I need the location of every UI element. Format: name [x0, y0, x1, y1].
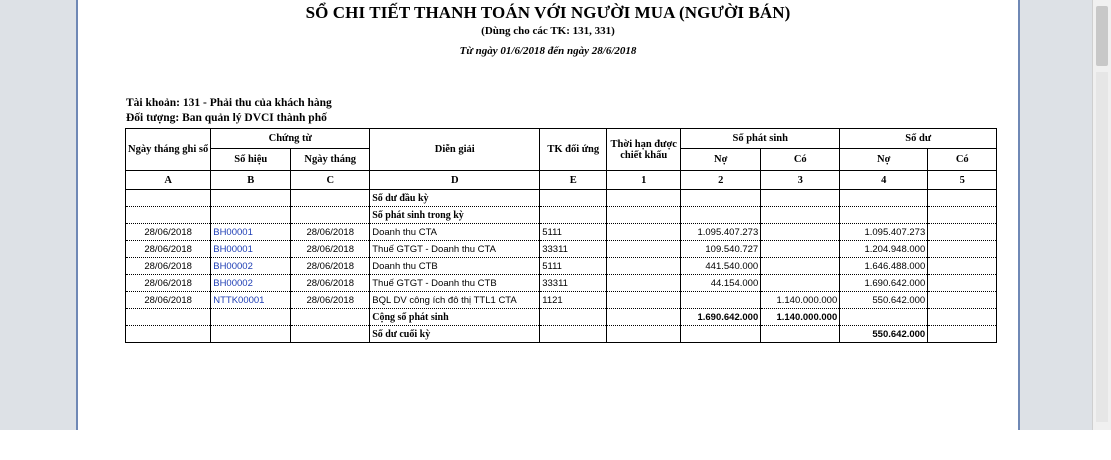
opening-balance-row [126, 190, 997, 207]
code-cell: B [211, 171, 291, 190]
row-debit: 1.095.407.273 [681, 224, 761, 241]
report-page [76, 0, 1020, 430]
opening-balance-label: Số dư đầu kỳ [370, 190, 540, 207]
account-label: Tài khoản: 131 - Phải thu của khách hàng [126, 97, 332, 109]
closing-balance-debit: 550.642.000 [840, 326, 928, 343]
table-row [126, 275, 997, 292]
arising-section-row [126, 207, 997, 224]
row-contra: 33311 [540, 275, 607, 292]
code-cell: A [126, 171, 211, 190]
header-voucher-date: Ngày tháng [291, 149, 370, 171]
row-contra: 1121 [540, 292, 607, 309]
row-date: 28/06/2018 [126, 224, 211, 241]
row-contra: 33311 [540, 241, 607, 258]
row-balance-debit: 1.646.488.000 [840, 258, 928, 275]
header-date: Ngày tháng ghi sổ [126, 129, 211, 171]
code-cell: E [540, 171, 607, 190]
row-debit: 441.540.000 [681, 258, 761, 275]
header-balance-credit: Có [928, 149, 997, 171]
voucher-link[interactable]: BH00002 [211, 258, 291, 275]
row-balance-debit: 1.690.642.000 [840, 275, 928, 292]
code-cell: D [370, 171, 540, 190]
arising-section-label: Số phát sinh trong kỳ [370, 207, 540, 224]
bottom-area [0, 430, 1111, 460]
header-credit: Có [761, 149, 840, 171]
table-row [126, 292, 997, 309]
row-date: 28/06/2018 [126, 292, 211, 309]
row-balance-credit [928, 241, 997, 258]
code-cell: 3 [761, 171, 840, 190]
closing-balance-row [126, 326, 997, 343]
header-voucher-no: Số hiệu [211, 149, 291, 171]
total-label: Cộng số phát sinh [370, 309, 540, 326]
code-cell: 2 [681, 171, 761, 190]
row-credit [761, 258, 840, 275]
total-credit: 1.140.000.000 [761, 309, 840, 326]
row-description: Thuế GTGT - Doanh thu CTB [370, 275, 540, 292]
row-term [607, 292, 681, 309]
row-balance-debit: 1.204.948.000 [840, 241, 928, 258]
row-balance-credit [928, 224, 997, 241]
row-balance-debit: 1.095.407.273 [840, 224, 928, 241]
right-gutter [1020, 0, 1092, 430]
scrollbar-thumb[interactable] [1096, 6, 1108, 66]
voucher-link[interactable]: BH00001 [211, 241, 291, 258]
row-voucher-date: 28/06/2018 [291, 275, 370, 292]
table-row [126, 224, 997, 241]
row-credit [761, 224, 840, 241]
header-discount-term: Thời hạn được chiết khấu [607, 129, 681, 171]
row-contra: 5111 [540, 258, 607, 275]
row-term [607, 275, 681, 292]
row-debit: 44.154.000 [681, 275, 761, 292]
scrollbar-track[interactable] [1096, 72, 1108, 422]
table-row [126, 258, 997, 275]
row-balance-credit [928, 258, 997, 275]
row-contra: 5111 [540, 224, 607, 241]
row-credit [761, 275, 840, 292]
voucher-link[interactable]: NTTK00001 [211, 292, 291, 309]
header-arising: Số phát sinh [681, 129, 840, 149]
code-cell: 4 [840, 171, 928, 190]
row-debit [681, 292, 761, 309]
row-date: 28/06/2018 [126, 258, 211, 275]
row-voucher-date: 28/06/2018 [291, 224, 370, 241]
header-balance-debit: Nợ [840, 149, 928, 171]
row-voucher-date: 28/06/2018 [291, 241, 370, 258]
row-voucher-date: 28/06/2018 [291, 292, 370, 309]
row-balance-debit: 550.642.000 [840, 292, 928, 309]
row-description: Thuế GTGT - Doanh thu CTA [370, 241, 540, 258]
header-description: Diễn giải [370, 129, 540, 171]
code-cell: C [291, 171, 370, 190]
object-label: Đối tượng: Ban quản lý DVCI thành phố [126, 112, 327, 124]
header-voucher: Chứng từ [211, 129, 370, 149]
row-balance-credit [928, 292, 997, 309]
row-date: 28/06/2018 [126, 241, 211, 258]
report-subtitle: (Dùng cho các TK: 131, 331) [481, 25, 615, 37]
row-description: BQL DV công ích đô thị TTL1 CTA [370, 292, 540, 309]
row-term [607, 258, 681, 275]
voucher-link[interactable]: BH00001 [211, 224, 291, 241]
report-title: SỔ CHI TIẾT THANH TOÁN VỚI NGƯỜI MUA (NGƯỜI BÁN) [305, 3, 791, 22]
row-description: Doanh thu CTA [370, 224, 540, 241]
row-debit: 109.540.727 [681, 241, 761, 258]
row-date: 28/06/2018 [126, 275, 211, 292]
row-description: Doanh thu CTB [370, 258, 540, 275]
ledger-table [125, 128, 997, 343]
voucher-link[interactable]: BH00002 [211, 275, 291, 292]
report-date-range: Từ ngày 01/6/2018 đến ngày 28/6/2018 [459, 45, 637, 57]
row-credit: 1.140.000.000 [761, 292, 840, 309]
total-debit: 1.690.642.000 [681, 309, 761, 326]
header-balance: Số dư [840, 129, 997, 149]
vertical-scrollbar[interactable] [1092, 0, 1111, 430]
row-voucher-date: 28/06/2018 [291, 258, 370, 275]
row-balance-credit [928, 275, 997, 292]
header-contra-account: TK đối ứng [540, 129, 607, 171]
left-gutter [0, 0, 76, 430]
closing-balance-label: Số dư cuối kỳ [370, 326, 540, 343]
table-row [126, 241, 997, 258]
row-term [607, 224, 681, 241]
header-debit: Nợ [681, 149, 761, 171]
total-row [126, 309, 997, 326]
row-credit [761, 241, 840, 258]
row-term [607, 241, 681, 258]
code-cell: 1 [607, 171, 681, 190]
code-cell: 5 [928, 171, 997, 190]
